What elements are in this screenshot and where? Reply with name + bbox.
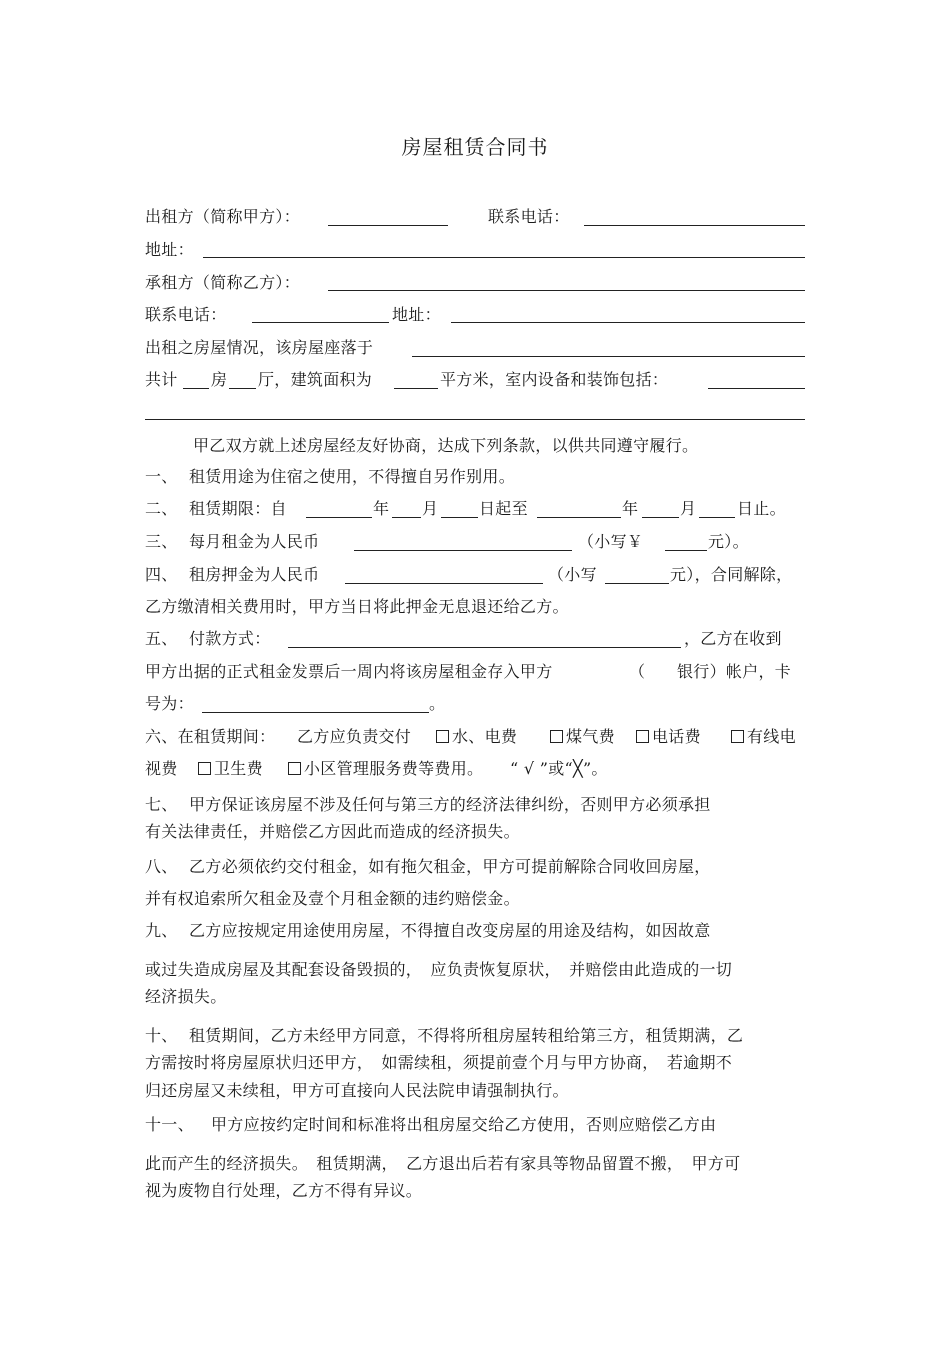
payment-method-blank[interactable] <box>288 647 681 648</box>
lessee-phone-label: 联系电话： <box>145 305 227 324</box>
clause-10-line-2: 方需按时将房屋原状归还甲方， 如需续租，须提前壹个月与甲方协商， 若逾期不 <box>145 1053 733 1072</box>
monthly-rent-blank[interactable] <box>354 550 572 551</box>
mark-instruction: “ √ ”或“╳”。 <box>510 759 608 778</box>
lessor-address-blank[interactable] <box>203 257 805 258</box>
clause-10-line-1: 租赁期间，乙方未经甲方同意，不得将所租房屋转租给第三方，租赁期满，乙 <box>189 1026 744 1045</box>
total-label: 共计 <box>145 370 178 389</box>
start-day-label: 日起至 <box>479 499 528 518</box>
checkbox-icon <box>550 730 563 743</box>
end-year-label: 年 <box>622 499 639 518</box>
clause-4-line-2: 乙方缴清相关费用时，甲方当日将此押金无息退还给乙方。 <box>145 597 569 616</box>
checkbox-icon <box>198 762 211 775</box>
lessee-phone-blank[interactable] <box>252 322 389 323</box>
cable-tv-continued: 视费 <box>145 759 178 778</box>
card-number-end: 。 <box>429 694 446 713</box>
clause-9-line-1: 乙方应按规定用途使用房屋，不得擅自改变房屋的用途及结构，如因故意 <box>189 921 711 940</box>
equipment-blank-line2[interactable] <box>145 419 805 420</box>
sqm-equipment-label: 平方米，室内设备和装饰包括： <box>440 370 669 389</box>
clause-7-line-2: 有关法律责任，并赔偿乙方因此而造成的经济损失。 <box>145 822 520 841</box>
end-month-blank[interactable] <box>642 517 679 518</box>
clause-9-line-2: 或过失造成房屋及其配套设备毁损的， 应负责恢复原状， 并赔偿由此造成的一切 <box>145 960 733 979</box>
fee-option-cable-tv[interactable]: 有线电 <box>731 727 796 747</box>
intro-text: 甲乙双方就上述房屋经友好协商，达成下列条款，以供共同遵守履行。 <box>193 436 699 455</box>
clause-10-number: 十、 <box>145 1026 178 1045</box>
bank-open-paren: （ <box>629 662 646 681</box>
rent-yuan-label: 元）。 <box>708 532 749 551</box>
fee-option-gas[interactable]: 煤气费 <box>550 727 615 747</box>
start-year-label: 年 <box>373 499 390 518</box>
deposit-blank[interactable] <box>345 583 543 584</box>
clause-11-line-3: 视为废物自行处理，乙方不得有异议。 <box>145 1181 423 1200</box>
fee-option-property-management[interactable]: 小区管理服务费等费用。 <box>288 759 483 779</box>
lessor-blank[interactable] <box>328 225 448 226</box>
clause-4-number: 四、 <box>145 565 178 584</box>
start-month-blank[interactable] <box>392 517 421 518</box>
start-month-label: 月 <box>422 499 439 518</box>
checkbox-icon <box>436 730 449 743</box>
lessee-pays-label: 乙方应负责交付 <box>297 727 412 746</box>
fee-option-sanitation[interactable]: 卫生费 <box>198 759 263 779</box>
hall-area-label: 厅，建筑面积为 <box>258 370 373 389</box>
end-day-label: 日止。 <box>737 499 786 518</box>
end-day-blank[interactable] <box>699 517 735 518</box>
clause-5-number: 五、 <box>145 629 178 648</box>
clause-1-number: 一、 <box>145 467 178 486</box>
deposit-label: 租房押金为人民币 <box>189 565 320 584</box>
clause-11-line-1: 甲方应按约定时间和标准将出租房屋交给乙方使用，否则应赔偿乙方由 <box>211 1115 717 1134</box>
lessor-phone-label: 联系电话： <box>488 207 570 226</box>
deposit-yuan-label: 元），合同解除， <box>670 565 793 584</box>
payment-method-label: 付款方式： <box>189 629 271 648</box>
lessor-address-label: 地址： <box>145 240 194 259</box>
house-location-label: 出租之房屋情况，该房屋座落于 <box>145 338 374 357</box>
room-label: 房 <box>211 370 228 389</box>
monthly-rent-label: 每月租金为人民币 <box>189 532 320 551</box>
lessor-phone-blank[interactable] <box>584 225 805 226</box>
clause-6-label: 六、在租赁期间： <box>145 727 276 746</box>
house-location-blank[interactable] <box>412 356 805 357</box>
clause-2-number: 二、 <box>145 499 178 518</box>
end-month-label: 月 <box>680 499 697 518</box>
clause-7-number: 七、 <box>145 795 178 814</box>
lessee-blank[interactable] <box>328 290 805 291</box>
clause-2-term-label: 租赁期限：自 <box>189 499 287 518</box>
card-number-blank[interactable] <box>202 712 429 713</box>
clause-11-line-2: 此而产生的经济损失。 租赁期满， 乙方退出后若有家具等物品留置不搬， 甲方可 <box>145 1154 741 1173</box>
lessor-label: 出租方（简称甲方）： <box>145 207 301 226</box>
clause-5-line-2: 甲方出据的正式租金发票后一周内将该房屋租金存入甲方 <box>145 662 553 681</box>
clause-3-number: 三、 <box>145 532 178 551</box>
bank-account-label: 银行）帐户，卡 <box>677 662 792 681</box>
card-number-label: 号为： <box>145 694 194 713</box>
clause-7-line-1: 甲方保证该房屋不涉及任何与第三方的经济法律纠纷，否则甲方必须承担 <box>189 795 711 814</box>
start-day-blank[interactable] <box>441 517 478 518</box>
equipment-blank[interactable] <box>708 388 805 389</box>
document-title: 房屋租赁合同书 <box>401 135 549 159</box>
end-year-blank[interactable] <box>537 517 621 518</box>
lessee-label: 承租方（简称乙方）： <box>145 273 301 292</box>
clause-8-number: 八、 <box>145 857 178 876</box>
clause-9-number: 九、 <box>145 921 178 940</box>
checkbox-icon <box>731 730 744 743</box>
clause-9-line-3: 经济损失。 <box>145 987 227 1006</box>
clause-8-line-1: 乙方必须依约交付租金，如有拖欠租金，甲方可提前解除合同收回房屋， <box>189 857 711 876</box>
checkbox-icon <box>288 762 301 775</box>
rent-figure-label: （小写￥ <box>578 532 644 551</box>
clause-10-line-3: 归还房屋又未续租，甲方可直接向人民法院申请强制执行。 <box>145 1081 569 1100</box>
start-year-blank[interactable] <box>306 517 372 518</box>
rent-figure-blank[interactable] <box>665 550 707 551</box>
lessee-address-blank[interactable] <box>451 322 805 323</box>
checkbox-icon <box>636 730 649 743</box>
payment-after-label: ，乙方在收到 <box>684 629 782 648</box>
deposit-figure-label: （小写 <box>548 565 597 584</box>
fee-option-water-electric[interactable]: 水、电费 <box>436 727 517 747</box>
clause-11-number: 十一、 <box>145 1115 194 1134</box>
lessee-address-label: 地址： <box>392 305 441 324</box>
fee-option-phone[interactable]: 电话费 <box>636 727 701 747</box>
clause-8-line-2: 并有权追索所欠租金及壹个月租金额的违约赔偿金。 <box>145 889 520 908</box>
room-count-blank[interactable] <box>183 388 209 389</box>
area-blank[interactable] <box>394 388 438 389</box>
clause-1-text: 租赁用途为住宿之使用，不得擅自另作别用。 <box>189 467 516 486</box>
hall-count-blank[interactable] <box>229 388 256 389</box>
deposit-figure-blank[interactable] <box>605 583 669 584</box>
